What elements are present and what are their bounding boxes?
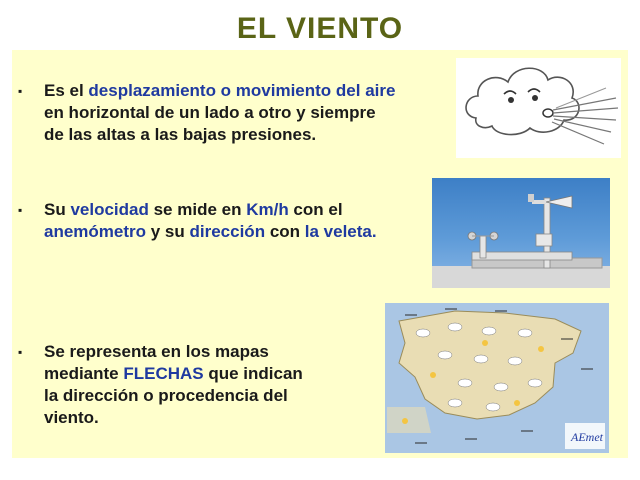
anemometer-image bbox=[432, 178, 610, 288]
body-text: con bbox=[265, 222, 305, 241]
body-text: Su bbox=[44, 200, 71, 219]
bullet-text bbox=[44, 80, 395, 146]
bullet-text bbox=[44, 199, 377, 243]
bullet-line bbox=[44, 124, 395, 146]
bullet-line bbox=[44, 341, 303, 363]
highlight-text: dirección bbox=[189, 222, 266, 241]
body-text: de las altas a las bajas presiones. bbox=[44, 125, 317, 144]
bullet-line bbox=[44, 407, 303, 429]
body-text: en horizontal de un lado a otro y siempre bbox=[44, 103, 376, 122]
body-text: Se representa en los mapas bbox=[44, 342, 269, 361]
highlight-text: desplazamiento o movimiento del aire bbox=[88, 81, 396, 100]
aemet-logo: AEmet bbox=[571, 430, 603, 444]
anemometer-icon bbox=[432, 178, 610, 288]
body-text: se mide en bbox=[148, 200, 247, 219]
slide-title: EL VIENTO bbox=[236, 12, 404, 45]
wind-cloud-icon bbox=[456, 58, 621, 158]
body-text: y su bbox=[146, 222, 190, 241]
bullet-line bbox=[44, 199, 377, 221]
body-text: con el bbox=[288, 200, 343, 219]
bullet-text bbox=[44, 341, 303, 429]
highlight-text: la veleta. bbox=[304, 222, 377, 241]
wind-cloud-image bbox=[456, 58, 621, 158]
bullet-mark: ▪ bbox=[18, 345, 23, 359]
body-text: viento. bbox=[44, 408, 99, 427]
bullet-line bbox=[44, 102, 395, 124]
body-text: mediante bbox=[44, 364, 124, 383]
body-text: la dirección o procedencia del bbox=[44, 386, 288, 405]
bullet-line bbox=[44, 221, 377, 243]
wind-map-image bbox=[385, 303, 609, 453]
spain-map-icon bbox=[385, 303, 609, 453]
bullet-line bbox=[44, 385, 303, 407]
bullet-mark: ▪ bbox=[18, 203, 23, 217]
highlight-text: Km/h bbox=[246, 200, 289, 219]
bullet-mark: ▪ bbox=[18, 84, 23, 98]
bullet-line bbox=[44, 363, 303, 385]
body-text: que indican bbox=[203, 364, 303, 383]
highlight-text: anemómetro bbox=[44, 222, 147, 241]
highlight-text: FLECHAS bbox=[123, 364, 204, 383]
highlight-text: velocidad bbox=[70, 200, 149, 219]
bullet-line bbox=[44, 80, 395, 102]
body-text: Es el bbox=[44, 81, 89, 100]
